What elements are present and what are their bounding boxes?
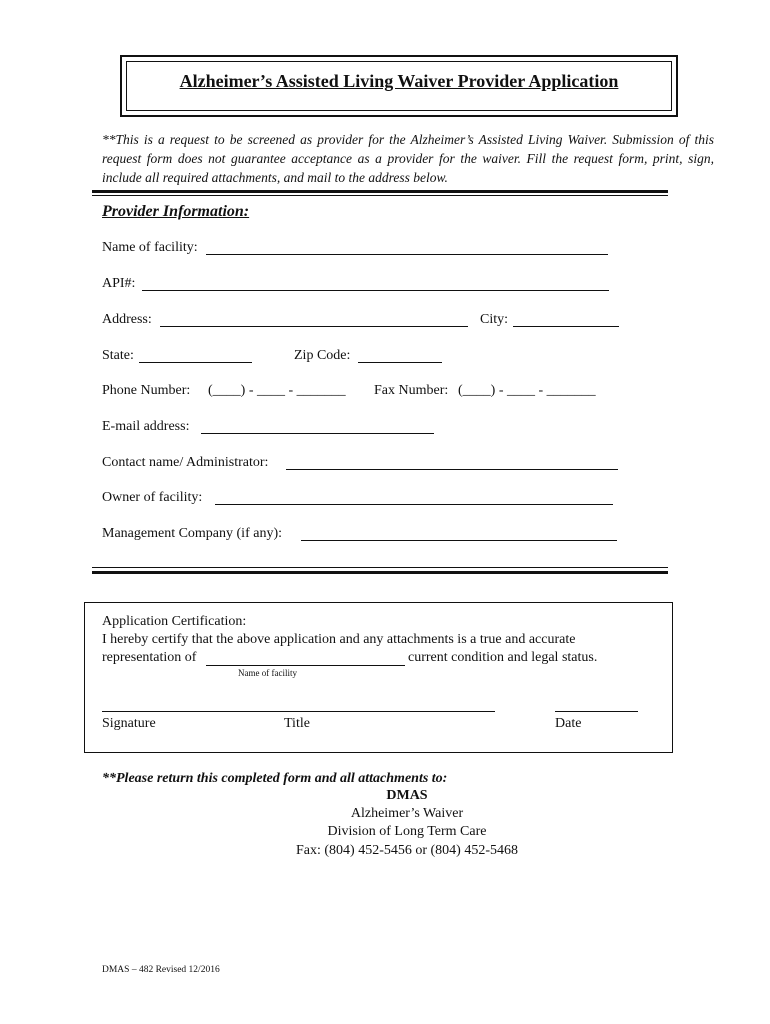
signature-label: Signature bbox=[102, 716, 156, 731]
name-of-facility-label: Name of facility: bbox=[102, 240, 198, 255]
return-division: Division of Long Term Care bbox=[327, 824, 487, 839]
zip-field[interactable] bbox=[358, 362, 442, 363]
api-field[interactable] bbox=[142, 290, 609, 291]
contact-label: Contact name/ Administrator: bbox=[102, 455, 269, 470]
return-fax: Fax: (804) 452-5456 or (804) 452-5468 bbox=[295, 843, 519, 858]
name-of-facility-caption: Name of facility bbox=[238, 668, 297, 678]
email-label: E-mail address: bbox=[102, 419, 190, 434]
fax-label: Fax Number: bbox=[374, 383, 449, 398]
address-field[interactable] bbox=[160, 326, 468, 327]
return-program: Alzheimer’s Waiver bbox=[350, 806, 464, 821]
phone-field[interactable]: (____) - ____ - _______ bbox=[208, 383, 346, 398]
owner-label: Owner of facility: bbox=[102, 490, 203, 505]
return-org: DMAS bbox=[386, 788, 428, 803]
date-label: Date bbox=[555, 716, 582, 731]
management-field[interactable] bbox=[301, 540, 617, 541]
owner-field[interactable] bbox=[215, 504, 613, 505]
divider-top-thin bbox=[92, 195, 668, 196]
divider-mid-thin bbox=[92, 567, 668, 568]
divider-top bbox=[92, 190, 668, 193]
api-label: API#: bbox=[102, 276, 136, 291]
title-label: Title bbox=[284, 716, 310, 731]
certification-text-line1: I hereby certify that the above application and any attachments is a true and accurate bbox=[102, 632, 576, 647]
zip-label: Zip Code: bbox=[294, 348, 351, 363]
state-label: State: bbox=[102, 348, 134, 363]
city-label: City: bbox=[480, 312, 509, 327]
intro-text: **This is a request to be screened as provider for the Alzheimer’s Assisted Living Waiver. Submission of this request form does not guarantee acceptance as a provider for the waiver. Fill the request form, print, sign, include all required attachments, and mail to the address below. bbox=[102, 132, 714, 185]
provider-info-heading: Provider Information: bbox=[102, 203, 250, 220]
management-label: Management Company (if any): bbox=[102, 526, 283, 541]
page-title: Alzheimer’s Assisted Living Waiver Provider Application bbox=[179, 71, 619, 91]
name-of-facility-field[interactable] bbox=[206, 254, 608, 255]
address-label: Address: bbox=[102, 312, 152, 327]
date-field[interactable] bbox=[555, 711, 638, 712]
contact-field[interactable] bbox=[286, 469, 618, 470]
title-box bbox=[120, 55, 678, 117]
fax-field[interactable]: (____) - ____ - _______ bbox=[458, 383, 596, 398]
return-heading: **Please return this completed form and all attachments to: bbox=[102, 771, 448, 786]
signature-field[interactable] bbox=[102, 711, 495, 712]
phone-label: Phone Number: bbox=[102, 383, 191, 398]
city-field[interactable] bbox=[513, 326, 619, 327]
certification-facility-field[interactable] bbox=[206, 665, 405, 666]
email-field[interactable] bbox=[201, 433, 434, 434]
certification-text-prefix: representation of bbox=[102, 650, 197, 665]
certification-text-suffix: current condition and legal status. bbox=[408, 650, 598, 665]
form-footer: DMAS – 482 Revised 12/2016 bbox=[102, 965, 220, 975]
state-field[interactable] bbox=[139, 362, 252, 363]
certification-heading: Application Certification: bbox=[102, 614, 247, 629]
divider-mid bbox=[92, 571, 668, 574]
